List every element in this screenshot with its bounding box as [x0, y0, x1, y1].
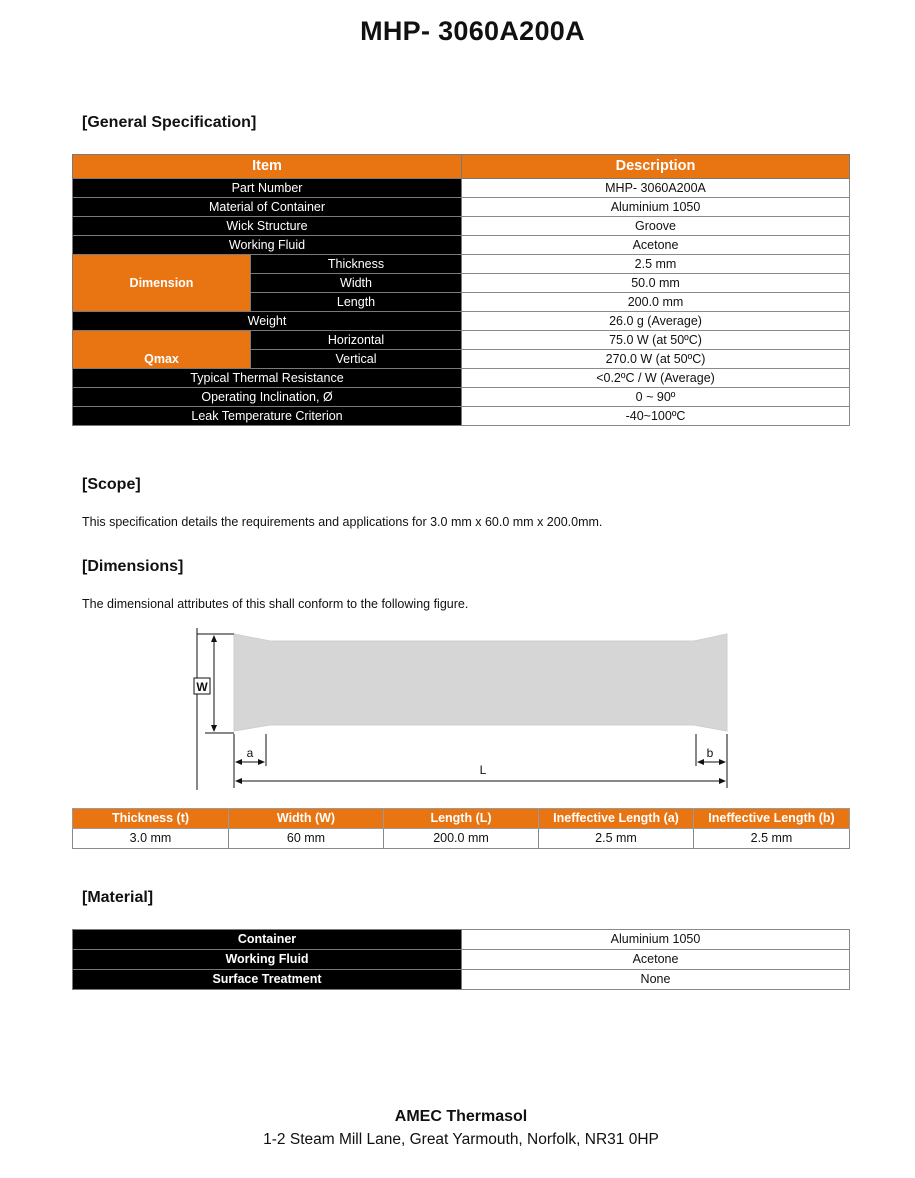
width-header: Width (W) — [229, 809, 384, 829]
scope-heading: [Scope] — [82, 476, 141, 493]
length-header: Length (L) — [384, 809, 539, 829]
row-value: 200.0 mm — [462, 293, 850, 312]
dimensions-heading: [Dimensions] — [82, 558, 184, 575]
thickness-header: Thickness (t) — [73, 809, 229, 829]
row-label: Width — [251, 274, 462, 293]
row-label: Weight — [73, 312, 462, 331]
table-row — [73, 970, 850, 990]
row-label: Surface Treatment — [73, 970, 462, 990]
ineffective-a-value: 2.5 mm — [539, 829, 694, 849]
table-row — [73, 312, 850, 331]
a-arrow-left — [235, 759, 242, 765]
row-value: Acetone — [462, 950, 850, 970]
row-value: Acetone — [462, 236, 850, 255]
footer-company: AMEC Thermasol — [394, 1108, 528, 1125]
table-row — [73, 829, 850, 849]
heat-pipe-body — [234, 634, 727, 731]
general-spec-header-row — [73, 155, 850, 179]
table-row — [73, 179, 850, 198]
table-row — [73, 930, 850, 950]
scope-text: This specification details the requirements and applications for 3.0 mm x 60.0 mm x 200.0mm. — [82, 515, 603, 529]
table-row — [73, 407, 850, 426]
thickness-value: 3.0 mm — [73, 829, 229, 849]
width-arrow-top — [211, 635, 217, 642]
ineffective-a-header: Ineffective Length (a) — [539, 809, 694, 829]
dimension-group-cell: Dimension — [73, 255, 251, 312]
table-row — [73, 217, 850, 236]
table-row — [73, 388, 850, 407]
row-value: 75.0 W (at 50ºC) — [462, 331, 850, 350]
qmax-group-cell: Qmax — [73, 331, 251, 369]
row-label: Thickness — [251, 255, 462, 274]
b-arrow-right — [719, 759, 726, 765]
width-value: 60 mm — [229, 829, 384, 849]
row-value: Groove — [462, 217, 850, 236]
table-row — [73, 255, 850, 274]
material-heading: [Material] — [82, 889, 154, 906]
ineffective-b-value: 2.5 mm — [694, 829, 850, 849]
dimensions-header-row — [73, 809, 850, 829]
row-value: -40~100ºC — [462, 407, 850, 426]
a-label: a — [246, 746, 254, 760]
row-label: Wick Structure — [73, 217, 462, 236]
row-value: 270.0 W (at 50ºC) — [462, 350, 850, 369]
row-label: Vertical — [251, 350, 462, 369]
general-spec-table — [72, 154, 850, 426]
row-value: 50.0 mm — [462, 274, 850, 293]
row-value: 2.5 mm — [462, 255, 850, 274]
table-row — [73, 198, 850, 217]
row-value: Aluminium 1050 — [462, 198, 850, 217]
table-row — [73, 950, 850, 970]
table-row — [73, 331, 850, 350]
footer-address: 1-2 Steam Mill Lane, Great Yarmouth, Norfolk, NR31 0HP — [263, 1131, 659, 1148]
row-label: Operating Inclination, Ø — [73, 388, 462, 407]
width-arrow-bottom — [211, 725, 217, 732]
length-arrow-left — [235, 778, 242, 784]
a-arrow-right — [258, 759, 265, 765]
row-value: 0 ~ 90º — [462, 388, 850, 407]
row-label: Length — [251, 293, 462, 312]
b-label: b — [706, 746, 714, 760]
document-title: MHP- 3060A200A — [360, 16, 585, 46]
length-value: 200.0 mm — [384, 829, 539, 849]
row-value: 26.0 g (Average) — [462, 312, 850, 331]
row-label: Part Number — [73, 179, 462, 198]
row-label: Material of Container — [73, 198, 462, 217]
row-label: Leak Temperature Criterion — [73, 407, 462, 426]
row-label: Working Fluid — [73, 950, 462, 970]
row-value: <0.2ºC / W (Average) — [462, 369, 850, 388]
material-table — [72, 929, 850, 990]
length-label: L — [479, 763, 487, 777]
width-label: W — [196, 680, 208, 694]
row-value: MHP- 3060A200A — [462, 179, 850, 198]
general-spec-heading: [General Specification] — [82, 114, 257, 131]
col-description-header: Description — [462, 155, 850, 179]
col-item-header: Item — [73, 155, 462, 179]
ineffective-b-header: Ineffective Length (b) — [694, 809, 850, 829]
table-row — [73, 236, 850, 255]
heat-pipe-dimension-figure — [190, 628, 735, 793]
row-label: Working Fluid — [73, 236, 462, 255]
length-arrow-right — [719, 778, 726, 784]
row-value: None — [462, 970, 850, 990]
row-label: Container — [73, 930, 462, 950]
row-value: Aluminium 1050 — [462, 930, 850, 950]
dimensions-table — [72, 808, 850, 849]
row-label: Horizontal — [251, 331, 462, 350]
b-arrow-left — [697, 759, 704, 765]
table-row — [73, 369, 850, 388]
dimensions-text: The dimensional attributes of this shall conform to the following figure. — [82, 597, 469, 611]
row-label: Typical Thermal Resistance — [73, 369, 462, 388]
